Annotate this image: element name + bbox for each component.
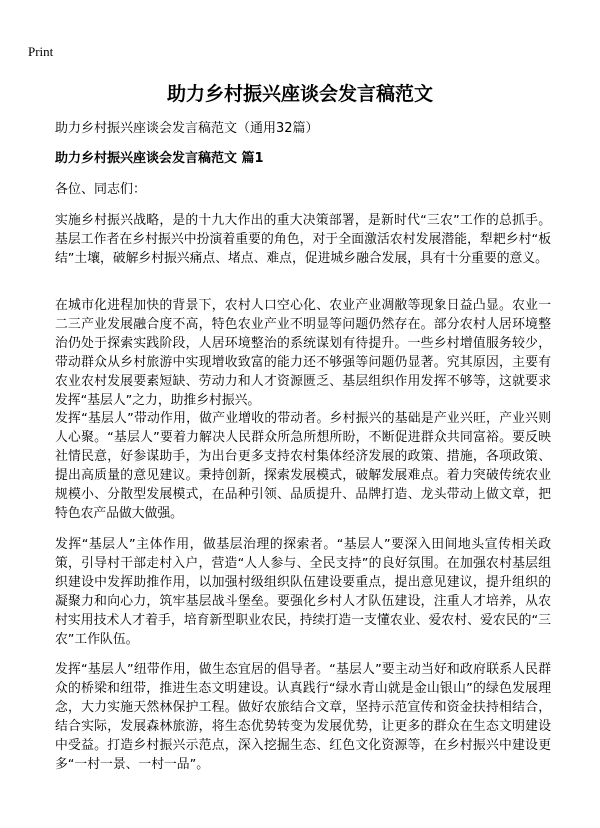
section-heading: 助力乡村振兴座谈会发言稿范文 篇1 [55,151,264,166]
greeting: 各位、同志们： [55,182,147,197]
paragraph-3: 发挥“基层人”带动作用，做产业增收的带动者。乡村振兴的基础是产业兴旺，产业兴则人心聚。“基层人”要着力解决人民群众所急所想所盼，不断促进群众共同富裕。要反映社情民意，好参谋助手，为出台更多支持农村集体经济发展的政策、措施，各项政策、提出高质量的意见建议。秉持创新，探索发展模式，破解发展难点。着力突破传统农业规模小、分散型发展模式，在品种引领、品质提升、品牌打造、龙头带动上做文章，把特色农产品做大做强。 [55,411,551,521]
print-link[interactable]: Print [28,44,54,59]
paragraph-2: 在城市化进程加快的背景下，农村人口空心化、农业产业凋敝等现象日益凸显。农业一二三产业发展融合度不高，特色农业产业不明显等问题仍然存在。部分农村人居环境整治仍处于探索实践阶段，人居环境整治的系统谋划有待提升。一些乡村增值服务较少，带动群众从乡村旅游中实现增收致富的能力还不够强等问题仍显著。究其原因，主要有农业农村发展要素短缺、劳动力和人才资源匮乏、基层组织作用发挥不够等，这就要求发挥“基层人”之力，助推乡村振兴。 [55,298,551,408]
document-subtitle: 助力乡村振兴座谈会发言稿范文（通用32篇） [55,121,319,136]
page-title: 助力乡村振兴座谈会发言稿范文 [166,83,433,105]
paragraph-5: 发挥“基层人”纽带作用，做生态宜居的倡导者。“基层人”要主动当好和政府联系人民群众的桥梁和纽带，推进生态文明建设。认真践行“绿水青山就是金山银山”的绿色发展理念，大力实施天然林保护工程。做好农旅结合文章，坚持示范宣传和资金扶持相结合，结合实际，发展森林旅游，将生态优势转变为发展优势，让更多的群众在生态文明建设中受益。打造乡村振兴示范点，深入挖掘生态、红色文化资源等，在乡村振兴中建设更多“一村一景、一村一品”。 [55,662,551,772]
paragraph-1: 实施乡村振兴战略，是的十九大作出的重大决策部署，是新时代“三农”工作的总抓手。基层工作者在乡村振兴中扮演着重要的角色，对于全面激活农村发展潜能，犁耙乡村“板结”土壤，破解乡村振兴痛点、堵点、难点，促进城乡融合发展，具有十分重要的意义。 [55,213,551,266]
paragraph-4: 发挥“基层人”主体作用，做基层治理的探索者。“基层人”要深入田间地头宣传相关政策，引导村干部走村入户，营造“人人参与、全民支持”的良好氛围。在加强农村基层组织建设中发挥助推作用，以加强村级组织队伍建设要重点，提出意见建议，提升组织的凝聚力和向心力，筑牢基层战斗堡垒。要强化乡村人才队伍建设，注重人才培养，从农村实用技术人才着手，培育新型职业农民，持续打造一支懂农业、爱农村、爱农民的“三农”工作队伍。 [55,537,551,647]
